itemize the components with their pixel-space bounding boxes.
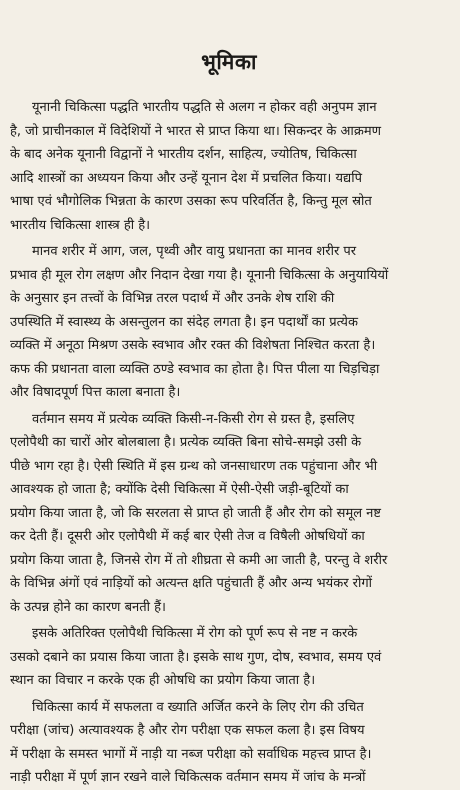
text-line: और विषादपूर्ण पित्त काला बनाता है। (10, 385, 181, 400)
text-line: के अनुसार इन तत्त्वों के विभिन्न तरल पदार्थ में और उनके शेष राशि की (10, 291, 335, 306)
text-line: प्रयोग किया जाता है, जो कि सरलता से प्राप्त हो जाती हैं और रोग को समूल नष्ट (10, 505, 381, 521)
text-line: उसको दबाने का प्रयास किया जाता है। इसके साथ गुण, दोष, स्वभाव, समय एवं (10, 649, 382, 665)
text-line: भाषा एवं भौगोलिक भिन्नता के कारण उसका रूप परिवर्तित है, किन्तु मूल स्रोत (10, 194, 372, 209)
text-line: आदि शास्त्रों का अध्ययन किया और उन्हें यूनान देश में प्रचलित किया। यद्यपि (10, 170, 362, 186)
text-line: वर्तमान समय में प्रत्येक व्यक्ति किसी-न-किसी रोग से ग्रस्त है, इसलिए (32, 411, 355, 427)
text-line: कफ की प्रधानता वाला व्यक्ति ठण्डे स्वभाव का होता है। पित्त पीला या चिड़चिड़ा (10, 361, 380, 377)
text-line: प्रयोग किया जाता है, जिनसे रोग में तो शीघ्रता से कमी आ जाती है, परन्तु वे शरीर (10, 552, 388, 568)
text-line: उपस्थिति में स्वास्थ्य के असन्तुलन का संदेह लगता है। इन पदार्थों का प्रत्येक (10, 314, 358, 330)
text-line: स्थान का विचार न करके एक ही ओषधि का प्रयोग किया जाता है। (10, 673, 316, 688)
text-line: चिकित्सा कार्य में सफलता व ख्याति अर्जित करने के लिए रोग की उचित (32, 699, 364, 715)
text-line: यूनानी चिकित्सा पद्धति भारतीय पद्धति से अलग न होकर वही अनुपम ज्ञान (32, 100, 377, 115)
page-title: भूमिका (201, 50, 257, 74)
body-text (10, 96, 448, 790)
text-line: नाड़ी परीक्षा में पूर्ण ज्ञान रखने वाले चिकित्सक वर्तमान समय में जांच के मन्त्रों (10, 770, 366, 785)
paragraph-2 (10, 240, 448, 405)
text-line: इसके अतिरिक्त एलोपैथी चिकित्सा में रोग को पूर्ण रूप से नष्ट न करके (32, 626, 358, 641)
text-line: के विभिन्न अंगों एवं नाड़ियों को अत्यन्त क्षति पहुंचाती हैं और अन्य भयंकर रोगों (10, 576, 373, 591)
text-line: मानव शरीर में आग, जल, पृथ्वी और वायु प्रधानता का मानव शरीर पर (32, 244, 357, 259)
paragraph-3 (10, 408, 448, 620)
text-line: परीक्षा (जांच) अत्यावश्यक है और रोग परीक्षा एक सफल कला है। इस विषय (10, 723, 365, 738)
text-line: में परीक्षा के समस्त भागों में नाड़ी या नब्ज परीक्षा को सर्वाधिक महत्त्व प्राप्त है। (10, 746, 372, 762)
paragraph-5 (10, 696, 448, 790)
text-line: आवश्यक हो जाता है; क्योंकि देसी चिकित्सा में ऐसी-ऐसी जड़ी-बूटियों का (10, 482, 349, 497)
text-line: के उत्पन्न होने का कारण बनती हैं। (10, 599, 166, 615)
text-line: पीछे भाग रहा है। ऐसी स्थिति में इस ग्रन्थ को जनसाधारण तक पहुंचाना और भी (10, 458, 378, 474)
text-line: है, जो प्राचीनकाल में विदेशियों ने भारत से प्राप्त किया था। सिकन्दर के आक्रमण (10, 123, 381, 139)
text-line: के बाद अनेक यूनानी विद्वानों ने भारतीय दर्शन, साहित्य, ज्योतिष, चिकित्सा (10, 147, 357, 162)
text-line: एलोपैथी का चारों ओर बोलबाला है। प्रत्येक व्यक्ति बिना सोचे-समझे उसी के (10, 435, 362, 450)
text-line: भारतीय चिकित्सा शास्त्र ही है। (10, 217, 151, 233)
paragraph-1 (10, 96, 448, 237)
text-line: कर देती हैं। दूसरी ओर एलोपैथी में कई बार ऐसी तेज व विषैली ओषधियों का (10, 529, 365, 544)
text-line: प्रभाव ही मूल रोग लक्षण और निदान देखा गया है। यूनानी चिकित्सा के अनुयायियों (10, 267, 389, 283)
text-line: व्यक्ति में अनूठा मिश्रण उसके स्वभाव और रक्त की विशेषता निश्चित करता है। (10, 338, 376, 353)
paragraph-4 (10, 622, 448, 693)
